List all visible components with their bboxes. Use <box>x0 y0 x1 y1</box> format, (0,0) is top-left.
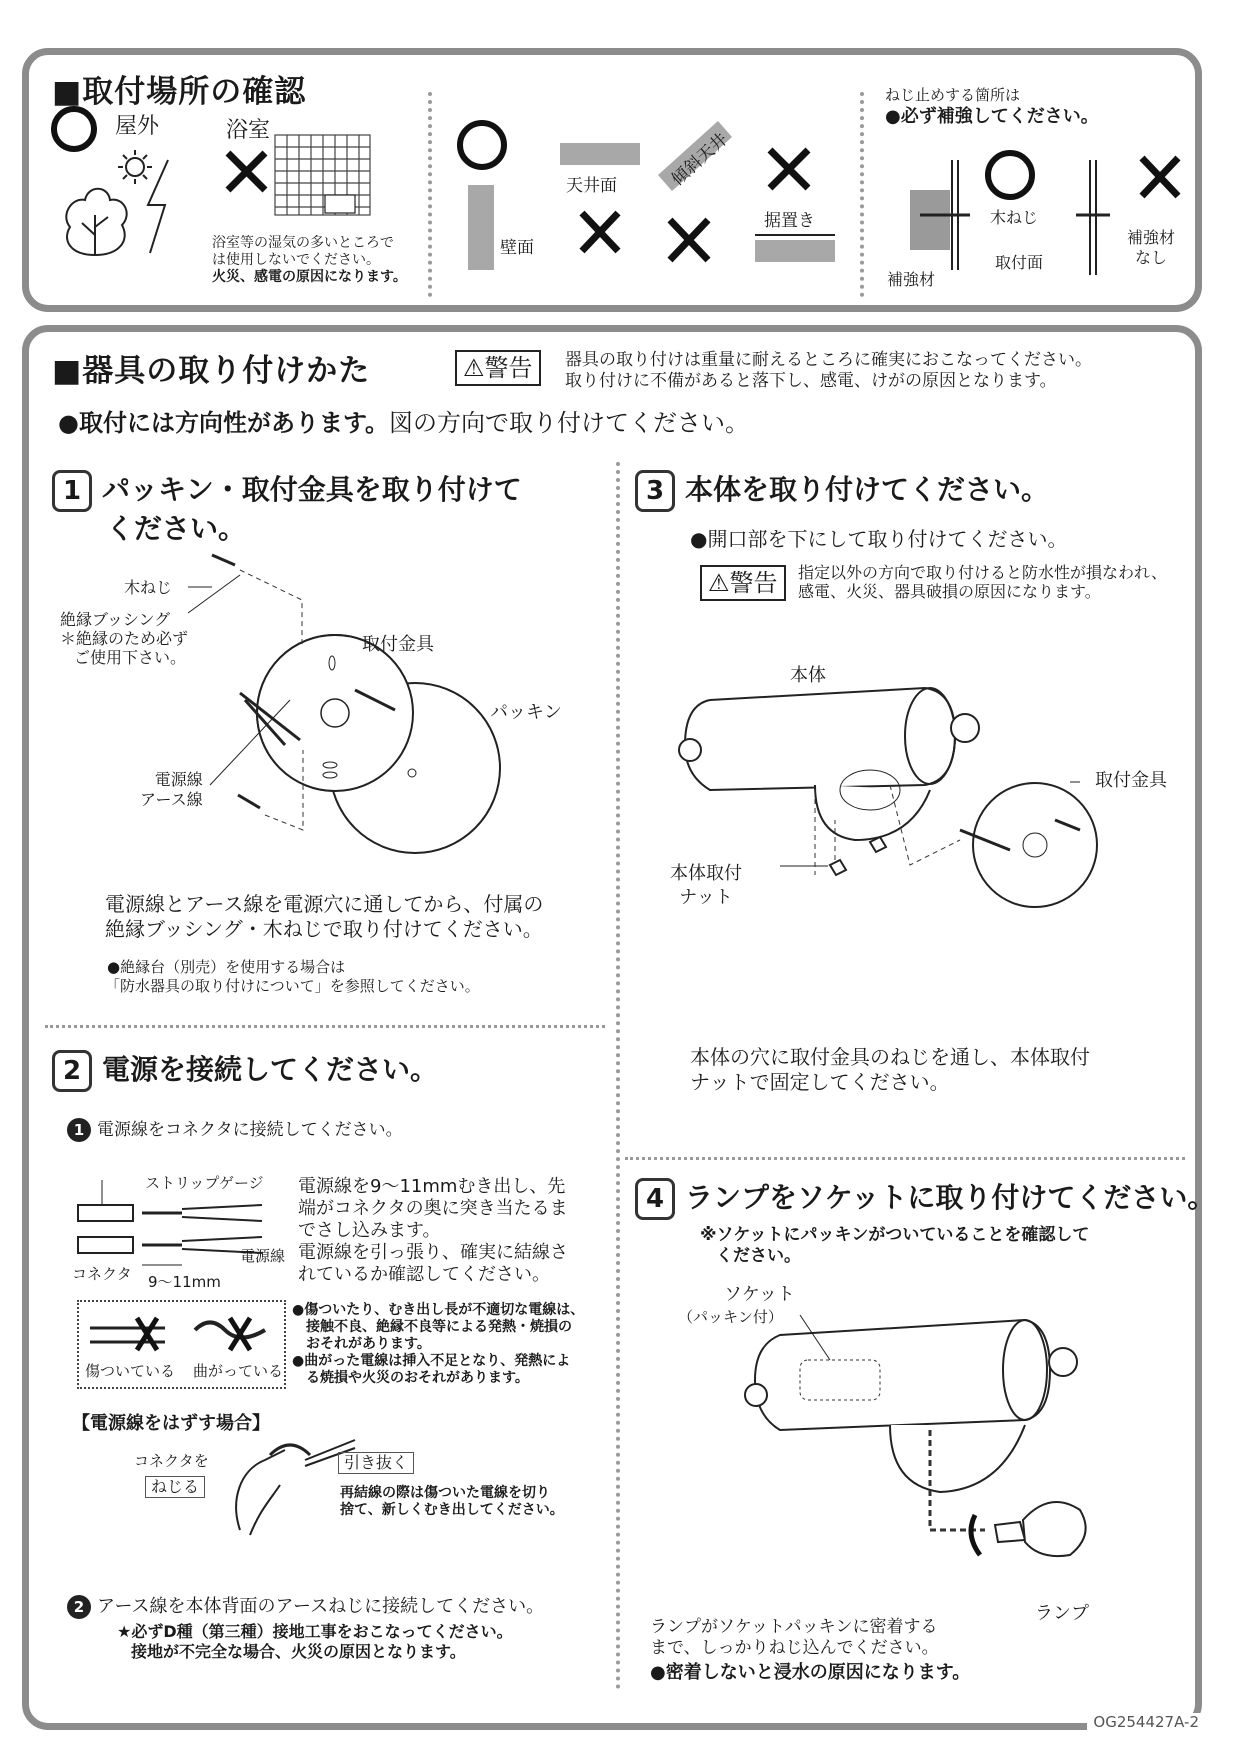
step3-nut-line2: ナット <box>679 887 733 908</box>
end-cap-icon <box>745 1384 767 1406</box>
wood-screw-label: 木ねじ <box>990 208 1039 227</box>
bathroom-warning: 火災、感電の原因になります。 <box>212 269 407 285</box>
connector-label: コネクタ <box>72 1265 132 1283</box>
screw-note-bold: ●必ず補強してください。 <box>885 106 1099 127</box>
step1-note-line2: 「防水器具の取り付けについて」を参照してください。 <box>105 977 480 995</box>
step3-title <box>635 470 1049 512</box>
wall-label: 壁面 <box>500 238 534 258</box>
ok-circle-icon <box>54 109 94 149</box>
lamp-bulb-icon <box>1023 1502 1086 1556</box>
step3-body-label: 本体 <box>790 665 826 686</box>
footer-code: OG254427A-2 <box>1087 1713 1205 1731</box>
bathroom-note-line2: は使用しないでください。 <box>212 252 380 268</box>
step1-title <box>52 470 522 546</box>
lightning-icon <box>148 160 168 253</box>
step2-sub1-number: 1 <box>67 1118 91 1142</box>
floor-surface-icon <box>755 240 835 262</box>
no-reinforcement-line1: 補強材 <box>1127 228 1176 247</box>
reconnect-note-line2: 捨て、新しくむき出してください。 <box>340 1502 564 1518</box>
no-reinforcement-line2: なし <box>1135 248 1168 267</box>
step1-body-line1: 電源線とアース線を電源穴に通してから、付属の <box>105 892 544 916</box>
ceiling-surface-icon <box>560 143 640 165</box>
ceiling-label: 天井面 <box>566 176 617 196</box>
warning-text <box>565 350 1092 392</box>
warning-triangle-icon: ⚠ <box>708 569 730 597</box>
base-icon <box>890 1425 1025 1492</box>
step4-number: 4 <box>635 1178 675 1220</box>
rotate-arrow-icon <box>971 1515 980 1555</box>
step4-note-line2: ください。 <box>716 1246 801 1266</box>
wall-surface-icon <box>468 185 494 270</box>
sun-icon <box>118 150 152 184</box>
step4-lamp-label: ランプ <box>1035 1603 1089 1624</box>
reinforcement-block-icon <box>910 190 950 250</box>
step1-title-line2: ください。 <box>106 512 247 545</box>
step3-number: 3 <box>635 470 675 512</box>
step4-note <box>700 1225 1089 1267</box>
warning-text-line2: 取り付けに不備があると落下し、感電、けがの原因となります。 <box>565 371 1057 391</box>
step4-illustration <box>740 1310 1120 1610</box>
screw-note-small: ねじ止めする箇所は <box>885 86 1021 104</box>
bathroom-label: 浴室 <box>226 118 271 143</box>
warning-label: 警告 <box>484 354 533 382</box>
step4-body-line1: ランプがソケットパッキンに密着する <box>650 1617 938 1637</box>
ng-cross-icon <box>670 220 708 260</box>
step1-wires-line1: 電源線 <box>154 770 203 789</box>
step1-bushing-line1: 絶縁ブッシング <box>60 610 171 629</box>
ng-cross-icon <box>137 1318 157 1350</box>
outdoor-label: 屋外 <box>115 114 160 139</box>
step1-bracket-label: 取付金具 <box>362 634 434 655</box>
ok-circle-icon <box>988 153 1032 197</box>
step-divider <box>625 1157 1185 1160</box>
step3-warning-label: 警告 <box>729 569 778 597</box>
step1-bushing-line2: ＊絶縁のため必ず <box>60 629 189 648</box>
step1-body-line2: 絶縁ブッシング・木ねじで取り付けてください。 <box>105 917 543 941</box>
step3-warning-badge <box>700 565 786 601</box>
lamp-base-icon <box>995 1522 1025 1542</box>
damage-note-line1: ●傷ついたり、むき出し長が不適切な電線は、 <box>292 1302 585 1318</box>
step2-title-text: 電源を接続してください。 <box>102 1053 439 1086</box>
reconnect-note <box>340 1485 564 1519</box>
damage-note-line3: おそれがあります。 <box>306 1336 431 1352</box>
connector-instructions-line2: 端がコネクタの奥に突き当たるま <box>298 1198 568 1219</box>
step1-wood-screw-label: 木ねじ <box>124 578 173 597</box>
twist-label: ねじる <box>145 1476 205 1498</box>
step3-title-text: 本体を取り付けてください。 <box>685 473 1050 506</box>
strip-gauge-label: ストリップゲージ <box>145 1174 264 1192</box>
connector-icon <box>78 1205 133 1221</box>
step4-body-line2: まで、しっかりねじ込んでください。 <box>650 1638 939 1658</box>
ng-cross-icon <box>582 213 618 251</box>
connector-instructions-line3: でさし込みます。 <box>298 1220 441 1241</box>
step3-sub: ●開口部を下にして取り付けてください。 <box>690 527 1068 551</box>
connector-instructions-line5: れているか確認してください。 <box>298 1264 550 1285</box>
bad-wire-illustration <box>85 1310 280 1360</box>
step2-sub2-text: アース線を本体背面のアースねじに接続してください。 <box>97 1596 545 1617</box>
step3-warning-line2: 感電、火災、器具破損の原因になります。 <box>798 582 1101 601</box>
step3-nut-line1: 本体取付 <box>670 863 742 884</box>
step2-sub2-number: 2 <box>67 1595 91 1619</box>
step3-bracket-label: 取付金具 <box>1095 770 1167 791</box>
step4-bold-note: ●密着しないと浸水の原因になります。 <box>650 1662 971 1683</box>
step1-bushing-label <box>60 610 188 667</box>
reinforcement-label: 補強材 <box>887 270 936 289</box>
step4-socket-line2: （パッキン付） <box>678 1308 783 1326</box>
step3-bracket-icon <box>973 783 1097 907</box>
strip-length-label: 9～11mm <box>148 1273 221 1291</box>
step1-bushing-line3: ご使用下さい。 <box>74 648 187 667</box>
bathroom-tile-icon <box>275 135 370 215</box>
tree-icon <box>66 189 126 255</box>
damage-notes <box>292 1302 584 1387</box>
ok-circle-icon <box>460 123 504 167</box>
divider <box>860 92 864 297</box>
step4-socket-line1: ソケット <box>724 1284 795 1305</box>
step2-number: 2 <box>52 1050 92 1092</box>
warning-badge <box>455 350 541 386</box>
step2-title <box>52 1050 438 1092</box>
damage-note-line5: る焼損や火災のおそれがあります。 <box>306 1370 529 1386</box>
twist-label-top: コネクタを <box>134 1452 209 1470</box>
step3-body <box>690 1045 1090 1095</box>
warning-triangle-icon: ⚠ <box>463 354 485 382</box>
step1-wires-line2: アース線 <box>140 790 203 809</box>
installation-method-title: ■器具の取り付けかた <box>52 353 371 389</box>
lamp-body-icon <box>755 1320 1050 1430</box>
damage-note-line4: ●曲がった電線は挿入不足となり、発熱によ <box>292 1353 571 1369</box>
column-divider <box>616 462 620 1690</box>
wood-screw-icon <box>212 555 235 565</box>
nut-icon <box>830 860 846 875</box>
connector-instructions <box>298 1176 568 1286</box>
step3-body-line1: 本体の穴に取付金具のねじを通し、本体取付 <box>690 1045 1090 1069</box>
mount-surface-label: 取付面 <box>995 253 1044 272</box>
no-reinforcement-label <box>1127 228 1175 268</box>
bent-label: 曲がっている <box>193 1362 284 1380</box>
warning-text-line1: 器具の取り付けは重量に耐えるところに確実におこなってください。 <box>565 350 1092 370</box>
step4-title <box>635 1178 1215 1220</box>
pull-label: 引き抜く <box>338 1452 414 1474</box>
reconnect-note-line1: 再結線の際は傷ついた電線を切り <box>340 1485 550 1501</box>
end-cap-icon <box>679 739 701 761</box>
connector-instructions-line1: 電源線を9～11mmむき出し、先 <box>298 1176 566 1197</box>
sloped-ceiling-label: 傾斜天井 <box>668 129 732 190</box>
step2-sub1-text: 電源線をコネクタに接続してください。 <box>97 1120 403 1140</box>
step2-sub2 <box>67 1595 544 1619</box>
step4-note-line1: ※ソケットにパッキンがついていることを確認して <box>700 1225 1090 1245</box>
step2-sub1 <box>67 1118 403 1142</box>
bathroom-note-line1: 浴室等の湿気の多いところで <box>212 235 394 251</box>
ground-note <box>117 1622 513 1662</box>
step1-body <box>105 892 543 942</box>
remove-wire-title: 【電源線をはずす場合】 <box>72 1413 270 1434</box>
ng-cross-icon <box>770 150 808 188</box>
connector-instructions-line4: 電源線を引っ張り、確実に結線さ <box>298 1242 568 1263</box>
wire-label: 電源線 <box>240 1247 286 1265</box>
step3-body-line2: ナットで固定してください。 <box>690 1070 950 1094</box>
direction-note <box>58 408 749 438</box>
step3-warning-line1: 指定以外の方向で取り付けると防水性が損なわれ、 <box>798 563 1167 582</box>
step3-illustration <box>680 680 1120 980</box>
finial-icon <box>951 714 979 742</box>
step4-title-text: ランプをソケットに取り付けてください。 <box>685 1181 1216 1214</box>
step1-wires-label <box>140 770 203 810</box>
floor-label: 据置き <box>764 211 815 231</box>
ng-cross-icon <box>228 153 265 190</box>
bathroom-note <box>212 235 407 286</box>
step4-body <box>650 1617 939 1659</box>
step1-number: 1 <box>52 470 92 512</box>
direction-note-bold: ●取付には方向性があります。 <box>58 409 390 437</box>
direction-note-normal: 図の方向で取り付けてください。 <box>389 409 750 437</box>
ground-note-line1: ★必ずD種（第三種）接地工事をおこなってください。 <box>117 1622 513 1641</box>
step-divider <box>45 1025 605 1028</box>
ground-note-line2: 接地が不完全な場合、火災の原因となります。 <box>131 1642 466 1661</box>
step1-note-line1: ●絶縁台（別売）を使用する場合は <box>107 958 346 976</box>
step1-packing-label: パッキン <box>490 702 562 723</box>
step4-socket-label <box>678 1284 795 1328</box>
finial-icon <box>1049 1348 1077 1376</box>
damage-note-line2: 接触不良、絶縁不良等による発熱・焼損の <box>306 1319 572 1335</box>
step1-title-line1: パッキン・取付金具を取り付けて <box>102 473 522 506</box>
base-icon <box>815 785 930 840</box>
step3-nut-label <box>670 862 742 910</box>
step1-note <box>105 958 480 996</box>
ng-cross-icon <box>1142 158 1178 196</box>
wood-screw-icon <box>238 795 260 808</box>
step3-warning-text <box>798 563 1167 601</box>
divider <box>428 92 432 297</box>
damaged-label: 傷ついている <box>85 1362 176 1380</box>
location-check-title: ■取付場所の確認 <box>52 74 307 110</box>
